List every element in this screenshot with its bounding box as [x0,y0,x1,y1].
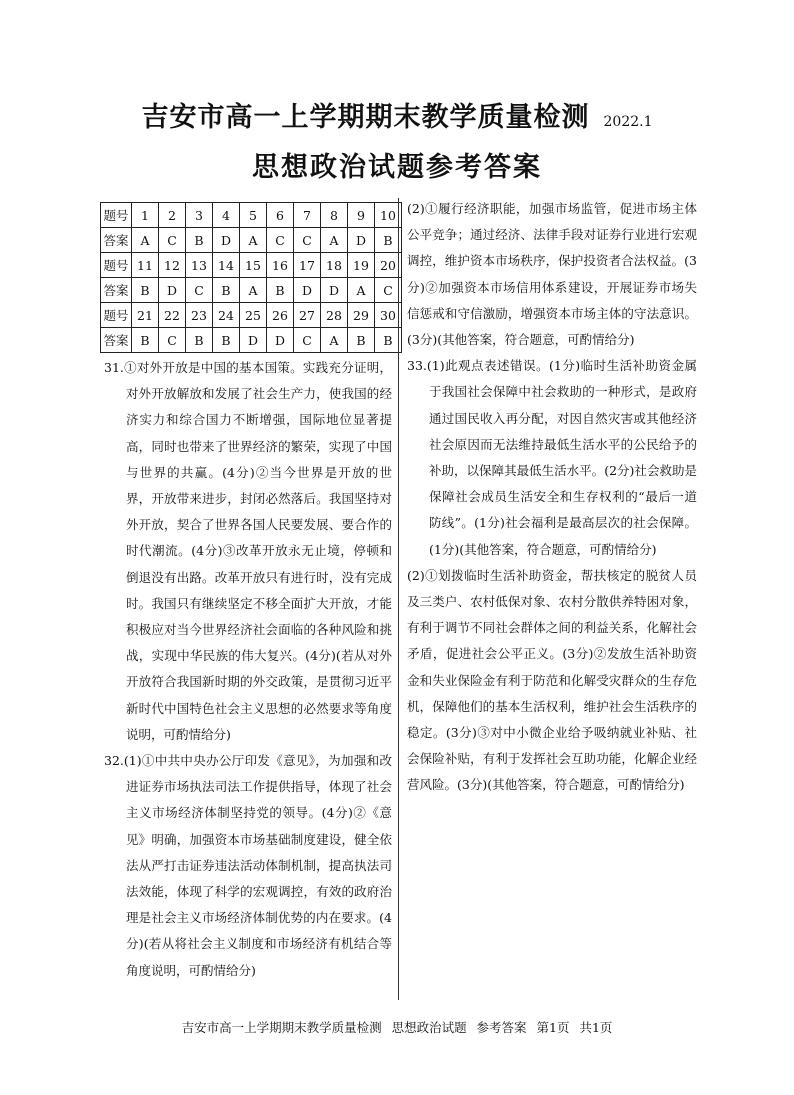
table-cell: 20 [375,253,402,278]
table-cell: 17 [294,253,321,278]
answer-33-1: 33.(1)此观点表述错误。(1分)临时生活补助资金属于我国社会保障中社会救助的一种形式，是政府通过国民收入再分配，对因自然灾害或其他经济社会原因而无法维持最低生活水平的公民给予的补助，以保障其最低生活水平。(2分)社会救助是保障社会成员生活安全和生存权利的“最后一道防线”。(1分)社会福利是最高层次的社会保障。(1分)(其他答案，符合题意，可酌情给分) [407,358,697,557]
table-cell: 8 [321,203,348,228]
table-cell: B [213,328,240,353]
table-cell: D [159,278,186,303]
table-cell: C [159,328,186,353]
table-cell: D [348,228,375,253]
table-cell: B [375,228,402,253]
table-cell: B [348,328,375,353]
table-cell: D [267,328,294,353]
table-cell: C [375,278,402,303]
answer-31: 31.①对外开放是中国的基本国策。实践充分证明，对外开放解放和发展了社会生产力，使我国的经济实力和综合国力不断增强，国际地位显著提高，同时也带来了世界经济的繁荣，实现了中国与世界的共赢。(4分)②当今世界是开放的世界，开放带来进步，封闭必然落后。我国坚持对外开放，契合了世界各国人民要发展、要合作的时代潮流。(4分)③改革开放永无止境，停顿和倒退没有出路。改革开放只有进行时，没有完成时。我国只有继续坚定不移全面扩大开放，才能积极应对当今世界经济社会面临的各种风险和挑战，实现中华民族的伟大复兴。(4分)(若从对外开放符合我国新时期的外交政策，是贯彻习近平新时代中国特色社会主义思想的必然要求等角度说明，可酌情给分) [104,360,392,742]
table-cell: C [159,228,186,253]
table-cell: 14 [213,253,240,278]
right-column [407,196,697,799]
table-cell: A [321,328,348,353]
table-cell: 9 [348,203,375,228]
table-row [101,303,402,328]
table-cell: B [132,328,159,353]
table-cell: 19 [348,253,375,278]
table-cell: B [267,278,294,303]
table-cell: C [294,328,321,353]
table-cell: D [321,278,348,303]
table-row [101,203,402,228]
table-cell: D [294,278,321,303]
table-cell: C [267,228,294,253]
table-cell: 7 [294,203,321,228]
table-row [101,328,402,353]
table-cell: 3 [186,203,213,228]
table-cell: 2 [159,203,186,228]
table-cell: 答案 [101,278,132,303]
table-cell: 25 [240,303,267,328]
table-cell: 22 [159,303,186,328]
table-cell: 13 [186,253,213,278]
table-cell: 30 [375,303,402,328]
table-cell: 4 [213,203,240,228]
table-cell: 16 [267,253,294,278]
table-cell: D [213,228,240,253]
table-cell: A [132,228,159,253]
table-row [101,253,402,278]
table-cell: 29 [348,303,375,328]
table-cell: 15 [240,253,267,278]
table-cell: 26 [267,303,294,328]
exam-date: 2022.1 [603,114,653,130]
table-cell: 6 [267,203,294,228]
table-cell: 1 [132,203,159,228]
table-cell: 10 [375,203,402,228]
column-divider [398,198,399,1000]
table-cell: 题号 [101,253,132,278]
document-title [0,95,794,134]
document-subtitle: 思想政治试题参考答案 [252,152,542,183]
title-text: 吉安市高一上学期期末教学质量检测 [141,102,590,133]
table-cell: 12 [159,253,186,278]
table-cell: 答案 [101,228,132,253]
table-row [101,278,402,303]
table-cell: 23 [186,303,213,328]
table-cell: A [348,278,375,303]
left-column [104,355,392,984]
table-cell: 答案 [101,328,132,353]
table-cell: 24 [213,303,240,328]
table-cell: 题号 [101,303,132,328]
table-cell: B [213,278,240,303]
table-cell: 题号 [101,203,132,228]
answer-32-1: 32.(1)①中共中央办公厅印发《意见》，为加强和改进证券市场执法司法工作提供指导，体现了社会主义市场经济体制坚持党的领导。(4分)②《意见》明确，加强资本市场基础制度建设，健全依法从严打击证券违法活动体制机制，提高执法司法效能，体现了科学的宏观调控，有效的政府治理是社会主义市场经济体制优势的内在要求。(4分)(若从将社会主义制度和市场经济有机结合等角度说明，可酌情给分) [104,753,392,978]
page-footer: 吉安市高一上学期期末教学质量检测 思想政治试题 参考答案 第1页 共1页 [181,1020,613,1035]
table-cell: A [240,228,267,253]
table-cell: B [186,328,213,353]
table-cell: D [240,328,267,353]
table-cell: C [186,278,213,303]
answer-33-2: (2)①划拨临时生活补助资金，帮扶核定的脱贫人员及三类户、农村低保对象、农村分散供养特困对象，有利于调节不同社会群体之间的利益关系，化解社会矛盾，促进社会公平正义。(3分)②发放生活补助资金和失业保险金有利于防范和化解受灾群众的生存危机，保障他们的基本生活权利，维护社会生活秩序的稳定。(3分)③对中小微企业给予吸纳就业补贴、社会保险补贴，有利于发挥社会互助功能，化解企业经营风险。(3分)(其他答案，符合题意，可酌情给分) [407,567,697,793]
table-cell: B [186,228,213,253]
answer-32-2: (2)①履行经济职能，加强市场监管，促进市场主体公平竞争；通过经济、法律手段对证券行业进行宏观调控，维护资本市场秩序，保护投资者合法权益。(3分)②加强资本市场信用体系建设，开展证券市场失信惩戒和守信激励，增强资本市场主体的守法意识。(3分)(其他答案，符合题意，可酌情给分) [407,201,697,348]
table-cell: C [294,228,321,253]
table-cell: 18 [321,253,348,278]
table-cell: B [132,278,159,303]
table-cell: B [375,328,402,353]
answer-key-table [100,202,402,353]
table-cell: 28 [321,303,348,328]
table-cell: 5 [240,203,267,228]
table-row [101,228,402,253]
table-cell: 11 [132,253,159,278]
table-cell: 21 [132,303,159,328]
table-cell: A [321,228,348,253]
table-cell: 27 [294,303,321,328]
table-cell: A [240,278,267,303]
